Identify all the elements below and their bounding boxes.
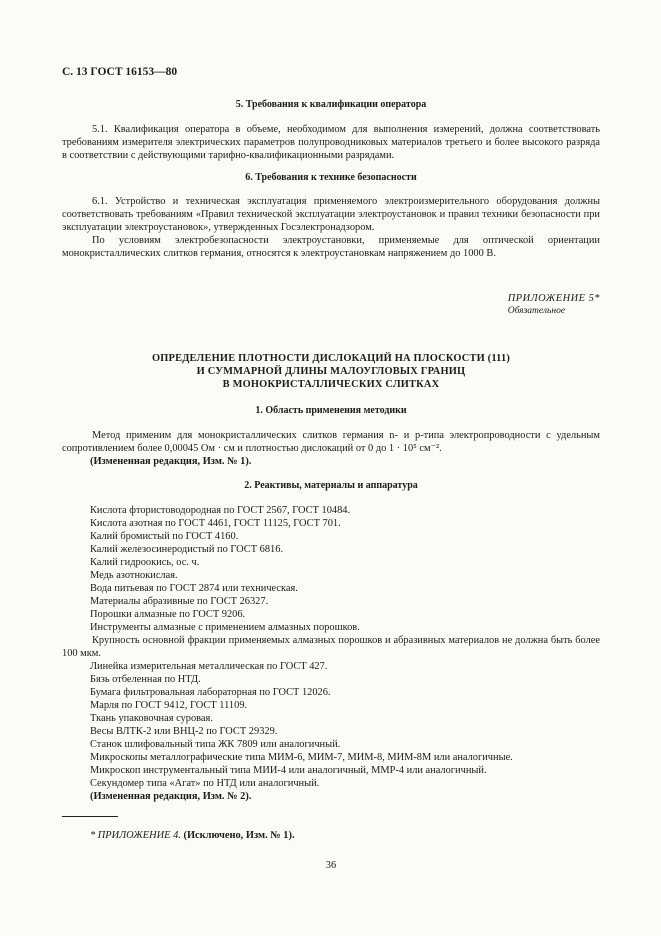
title-line: И СУММАРНОЙ ДЛИНЫ МАЛОУГЛОВЫХ ГРАНИЦ	[196, 366, 466, 377]
list-item: Бумага фильтровальная лабораторная по ГОСТ 12026.	[90, 687, 331, 698]
list-item: Бязь отбеленная по НТД.	[90, 674, 201, 685]
edit-note: (Измененная редакция, Изм. № 2).	[90, 791, 252, 802]
list-item: Марля по ГОСТ 9412, ГОСТ 11109.	[90, 700, 248, 711]
appendix-section-1	[62, 404, 600, 468]
title-line: В МОНОКРИСТАЛЛИЧЕСКИХ СЛИТКАХ	[222, 379, 440, 390]
materials-list	[62, 504, 600, 803]
list-item: Калий бромистый по ГОСТ 4160.	[90, 531, 239, 542]
paragraph: По условиям электробезопасности электроустановки, применяемые для оптической ориентации монокристаллических слитков германия, относятся к электроустановкам напряжением до 1000 В.	[62, 235, 600, 259]
list-item: Медь азотнокислая.	[90, 570, 178, 581]
footnote-divider	[62, 816, 118, 817]
list-item: Кислота фтористоводородная по ГОСТ 2567, ГОСТ 10484.	[90, 505, 351, 516]
section-heading: 6. Требования к технике безопасности	[245, 172, 417, 183]
section-heading: 2. Реактивы, материалы и аппаратура	[244, 480, 418, 491]
list-item: Ткань упаковочная суровая.	[90, 713, 213, 724]
list-item: Микроскоп инструментальный типа МИИ-4 или аналогичный, ММР-4 или аналогичный.	[90, 765, 487, 776]
paragraph: Метод применим для монокристаллических слитков германия n- и p-типа электропроводности с удельным сопротивлением более 0,00045 Ом · см и плотностью дислокаций от 0 до 1 · 10⁵ см⁻².	[62, 430, 600, 454]
section-heading: 1. Область применения методики	[255, 405, 407, 416]
appendix-status: Обязательное	[507, 306, 566, 316]
list-item: Калий железосинеродистый по ГОСТ 6816.	[90, 544, 284, 555]
page-header: С. 13 ГОСТ 16153—80	[62, 66, 178, 78]
footnote-text: (Исключено, Изм. № 1).	[183, 830, 295, 841]
footnote-mark: * ПРИЛОЖЕНИЕ 4.	[90, 830, 181, 841]
page-number: 36	[325, 860, 337, 871]
edit-note: (Измененная редакция, Изм. № 1).	[90, 456, 252, 467]
appendix-section-2	[62, 479, 600, 803]
list-item: Микроскопы металлографические типа МИМ-6, МИМ-7, МИМ-8, МИМ-8М или аналогичные.	[90, 752, 513, 763]
list-item: Вода питьевая по ГОСТ 2874 или техническая.	[90, 583, 298, 594]
list-item: Калий гидроокись, ос. ч.	[90, 557, 200, 568]
appendix-label	[508, 292, 600, 318]
section-6	[62, 171, 600, 260]
paragraph: 6.1. Устройство и техническая эксплуатация применяемого электроизмерительного оборудования должны соответствовать требованиям «Правил технической эксплуатации электроустановок и правил техники безопасности при эксплуатации электроустановок», утвержденных Госэлектронадзором.	[62, 196, 600, 233]
list-item: Линейка измерительная металлическая по ГОСТ 427.	[90, 661, 328, 672]
footnote	[90, 829, 295, 842]
paragraph: Крупность основной фракции применяемых алмазных порошков и абразивных материалов не должна быть более 100 мкм.	[62, 635, 600, 659]
list-item: Секундомер типа «Агат» по НТД или аналогичный.	[90, 778, 320, 789]
paragraph: 5.1. Квалификация оператора в объеме, необходимом для выполнения измерений, должна соответствовать требованиям измерителя электрических параметров полупроводниковых материалов третьего и более высокого разряда в соответствии с действующими тарифно-квалификационными разрядами.	[62, 124, 600, 161]
title-line: ОПРЕДЕЛЕНИЕ ПЛОТНОСТИ ДИСЛОКАЦИЙ НА ПЛОСКОСТИ (111)	[151, 353, 511, 364]
list-item: Кислота азотная по ГОСТ 4461, ГОСТ 11125, ГОСТ 701.	[90, 518, 341, 529]
appendix-number: ПРИЛОЖЕНИЕ 5*	[507, 293, 600, 304]
list-item: Материалы абразивные по ГОСТ 26327.	[90, 596, 269, 607]
list-item: Инструменты алмазные с применением алмазных порошков.	[90, 622, 360, 633]
list-item: Весы ВЛТК-2 или ВНЦ-2 по ГОСТ 29329.	[90, 726, 278, 737]
section-heading: 5. Требования к квалификации оператора	[235, 99, 427, 110]
appendix-title	[62, 352, 600, 391]
list-item: Станок шлифовальный типа ЖК 7809 или аналогичный.	[90, 739, 341, 750]
section-5	[62, 98, 600, 162]
list-item: Порошки алмазные по ГОСТ 9206.	[90, 609, 246, 620]
